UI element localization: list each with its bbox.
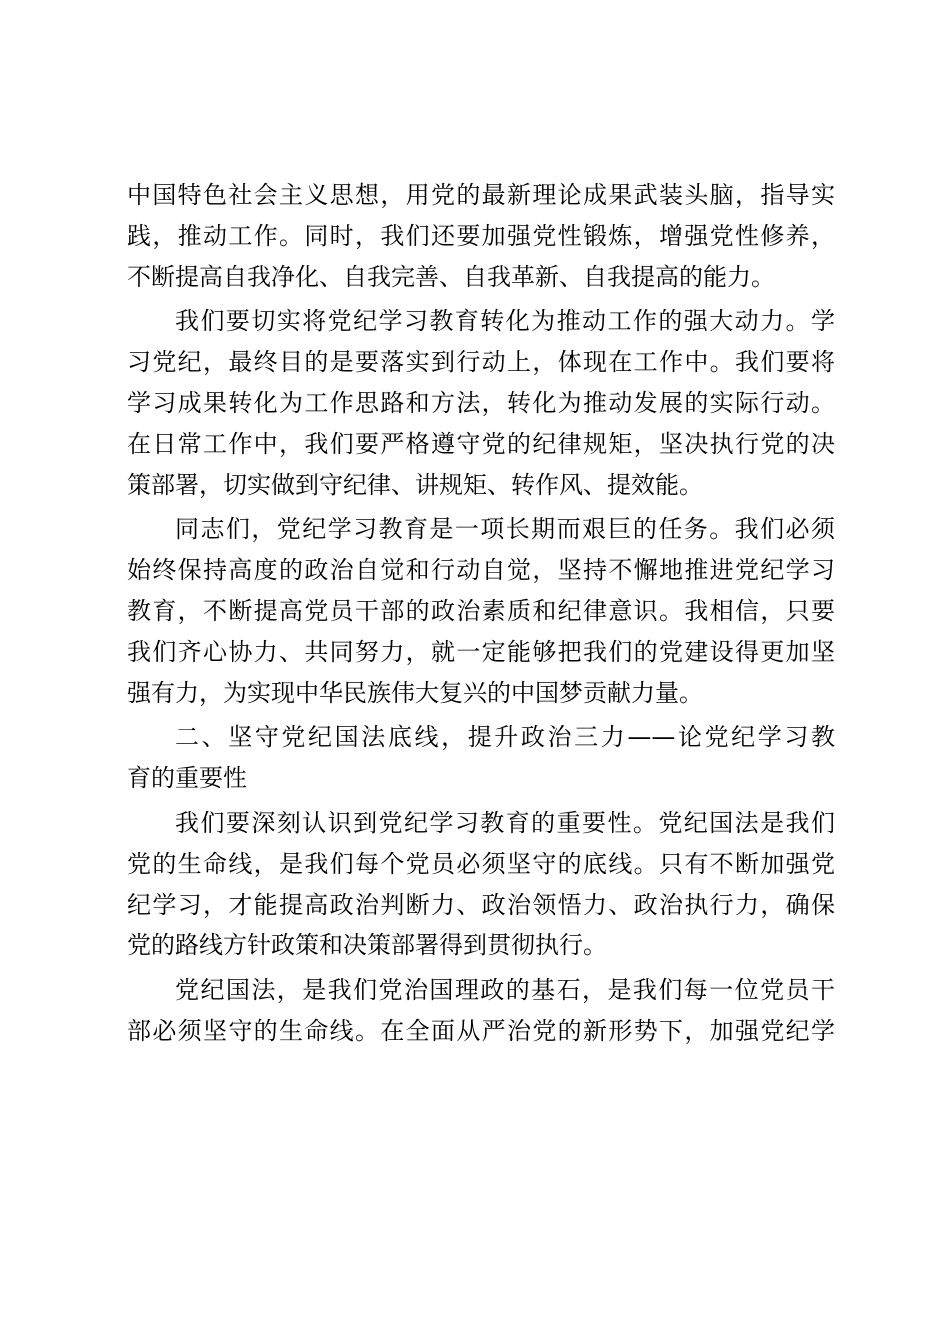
text-line: 始终保持高度的政治自觉和行动自觉，坚持不懈地推进党纪学习	[127, 556, 835, 585]
paragraph	[127, 175, 835, 297]
text-line: 我们要切实将党纪学习教育转化为推动工作的强大动力。学	[175, 307, 835, 336]
text-line: 教育，不断提高党员干部的政治素质和纪律意识。我相信，只要	[127, 596, 835, 625]
heading-line: 二、坚守党纪国法底线，提升政治三力——论党纪学习教	[175, 723, 835, 752]
text-line: 同志们，党纪学习教育是一项长期而艰巨的任务。我们必须	[175, 515, 835, 544]
text-line: 学习成果转化为工作思路和方法，转化为推动发展的实际行动。	[127, 388, 835, 417]
text-line: 在日常工作中，我们要严格遵守党的纪律规矩，坚决执行党的决	[127, 429, 835, 458]
text-line: 不断提高自我净化、自我完善、自我革新、自我提高的能力。	[127, 262, 775, 291]
heading-line: 育的重要性	[127, 764, 247, 793]
section-heading	[127, 717, 835, 799]
paragraph	[127, 970, 835, 1052]
text-line: 习党纪，最终目的是要落实到行动上，体现在工作中。我们要将	[127, 348, 835, 377]
text-line: 践，推动工作。同时，我们还要加强党性锻炼，增强党性修养，	[127, 221, 835, 250]
text-line: 我们齐心协力、共同努力，就一定能够把我们的党建设得更加坚	[127, 637, 835, 666]
paragraph	[127, 803, 835, 966]
paragraph	[127, 509, 835, 713]
document-body	[127, 175, 835, 1052]
text-line: 党的生命线，是我们每个党员必须坚守的底线。只有不断加强党	[127, 849, 835, 878]
text-line: 党的路线方针政策和决策部署得到贯彻执行。	[127, 931, 607, 960]
text-line: 我们要深刻认识到党纪学习教育的重要性。党纪国法是我们	[175, 808, 835, 837]
paragraph	[127, 301, 835, 505]
text-line: 策部署，切实做到守纪律、讲规矩、转作风、提效能。	[127, 470, 703, 499]
text-line: 部必须坚守的生命线。在全面从严治党的新形势下，加强党纪学	[127, 1016, 835, 1045]
text-line: 纪学习，才能提高政治判断力、政治领悟力、政治执行力，确保	[127, 890, 835, 919]
text-line: 中国特色社会主义思想，用党的最新理论成果武装头脑，指导实	[127, 181, 835, 209]
text-line: 党纪国法，是我们党治国理政的基石，是我们每一位党员干	[175, 976, 835, 1005]
text-line: 强有力，为实现中华民族伟大复兴的中国梦贡献力量。	[127, 678, 703, 707]
